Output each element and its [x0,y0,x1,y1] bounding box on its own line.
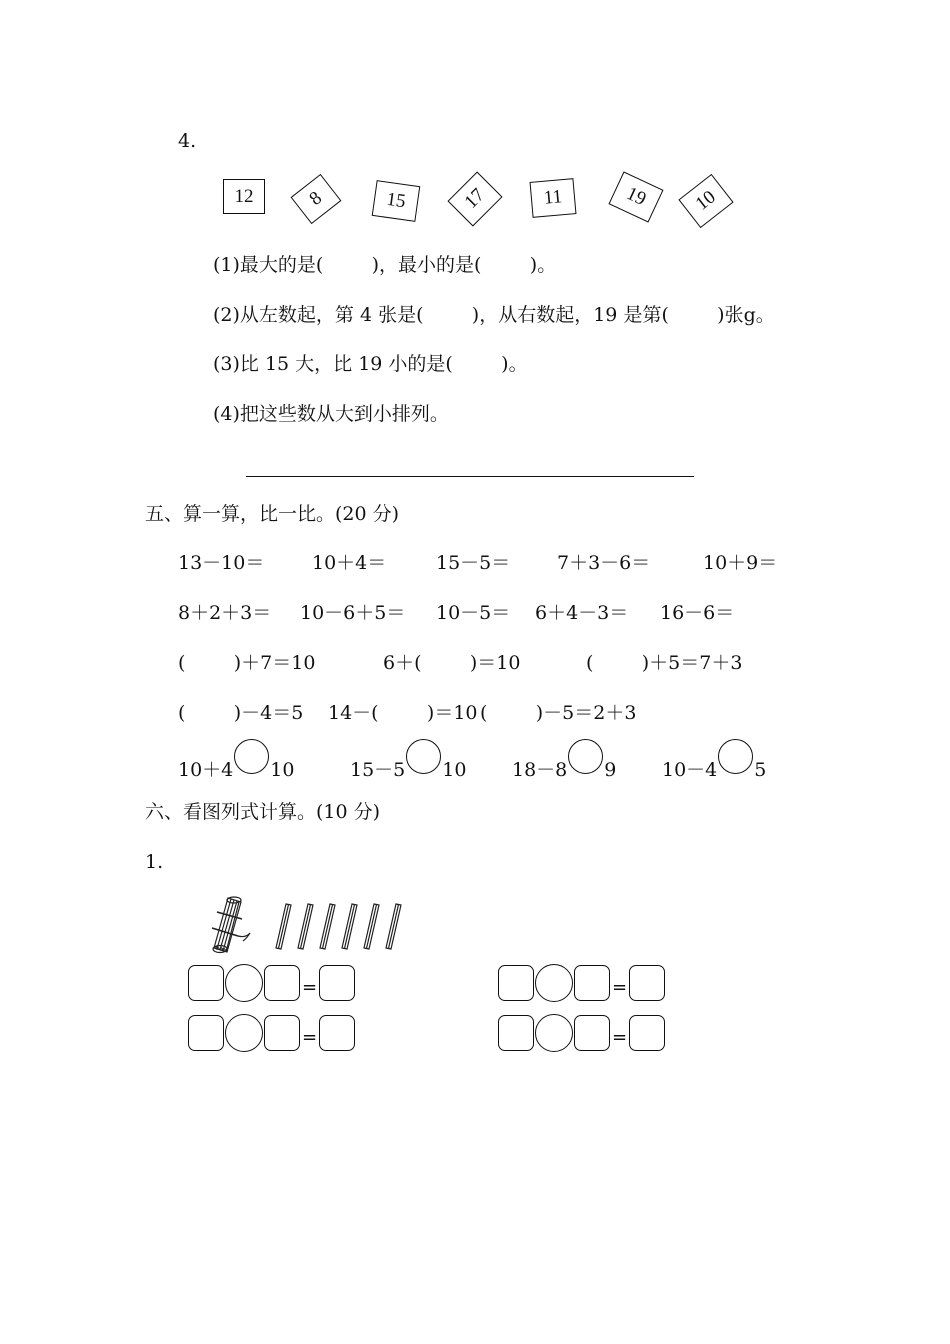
result-box[interactable] [319,1015,355,1051]
compare-2-left: 15－5 [350,759,406,781]
number-box[interactable] [574,1015,610,1051]
calc-1-1: 13－10＝ [178,552,265,574]
compare-3 [512,739,616,780]
compare-2 [350,739,466,780]
operator-circle[interactable] [535,1014,573,1052]
answer-line[interactable] [246,476,694,477]
question-4-number: 4. [178,130,197,152]
compare-2-right: 10 [442,759,467,781]
single-sticks-icon [272,900,412,952]
number-card-15: 15 [372,180,421,222]
calc-1-3: 15－5＝ [436,552,511,574]
fill-4-2: 14－( )＝10 [328,702,478,724]
number-card-10: 10 [678,174,733,228]
question-1-number: 1. [145,851,164,873]
operator-circle[interactable] [225,964,263,1002]
operator-circle[interactable] [225,1014,263,1052]
q4-sub4: (4)把这些数从大到小排列。 [213,403,449,425]
equation-row-right-2 [498,1014,665,1052]
number-box[interactable] [264,965,300,1001]
operator-circle[interactable] [535,964,573,1002]
fill-4-3: ( )－5＝2＋3 [480,702,637,724]
q4-sub2: (2)从左数起，第 4 张是( )，从右数起，19 是第( )张g。 [213,304,775,326]
result-box[interactable] [629,1015,665,1051]
compare-1-right: 10 [270,759,295,781]
sticks-bundle-icon [208,892,260,954]
result-box[interactable] [319,965,355,1001]
equals-sign: = [302,1027,318,1048]
compare-3-left: 18－8 [512,759,568,781]
calc-1-4: 7＋3－6＝ [557,552,651,574]
equation-row-left-2 [188,1014,355,1052]
number-box[interactable] [498,1015,534,1051]
fill-3-3: ( )＋5＝7＋3 [586,652,743,674]
equation-row-left-1 [188,964,355,1002]
calc-2-3: 10－5＝ [436,602,511,624]
q4-sub3: (3)比 15 大，比 19 小的是( )。 [213,353,528,375]
number-card-17: 17 [447,171,502,226]
fill-3-2: 6＋( )＝10 [383,652,521,674]
number-card-11: 11 [530,178,577,218]
compare-4-circle[interactable] [718,739,753,774]
equals-sign: = [612,977,628,998]
compare-2-circle[interactable] [406,739,441,774]
compare-4-right: 5 [754,759,767,781]
calc-1-5: 10＋9＝ [703,552,778,574]
compare-3-circle[interactable] [568,739,603,774]
number-card-8: 8 [291,174,342,224]
calc-2-1: 8＋2＋3＝ [178,602,272,624]
number-box[interactable] [188,1015,224,1051]
calc-1-2: 10＋4＝ [312,552,387,574]
compare-4 [662,739,766,780]
number-card-19: 19 [608,171,663,222]
result-box[interactable] [629,965,665,1001]
number-box[interactable] [188,965,224,1001]
equation-row-right-1 [498,964,665,1002]
equals-sign: = [612,1027,628,1048]
calc-2-4: 6＋4－3＝ [535,602,629,624]
q4-sub1: (1)最大的是( )，最小的是( )。 [213,254,557,276]
calc-2-2: 10－6＋5＝ [300,602,406,624]
fill-3-1: ( )＋7＝10 [178,652,316,674]
compare-4-left: 10－4 [662,759,718,781]
compare-3-right: 9 [604,759,617,781]
fill-4-1: ( )－4＝5 [178,702,304,724]
compare-1 [178,739,294,780]
number-box[interactable] [264,1015,300,1051]
number-card-12: 12 [223,179,265,214]
section-5-title: 五、算一算，比一比。(20 分) [145,503,400,525]
calc-2-5: 16－6＝ [660,602,735,624]
section-6-title: 六、看图列式计算。(10 分) [145,801,381,823]
compare-1-left: 10＋4 [178,759,234,781]
number-box[interactable] [574,965,610,1001]
equals-sign: = [302,977,318,998]
compare-1-circle[interactable] [234,739,269,774]
number-box[interactable] [498,965,534,1001]
